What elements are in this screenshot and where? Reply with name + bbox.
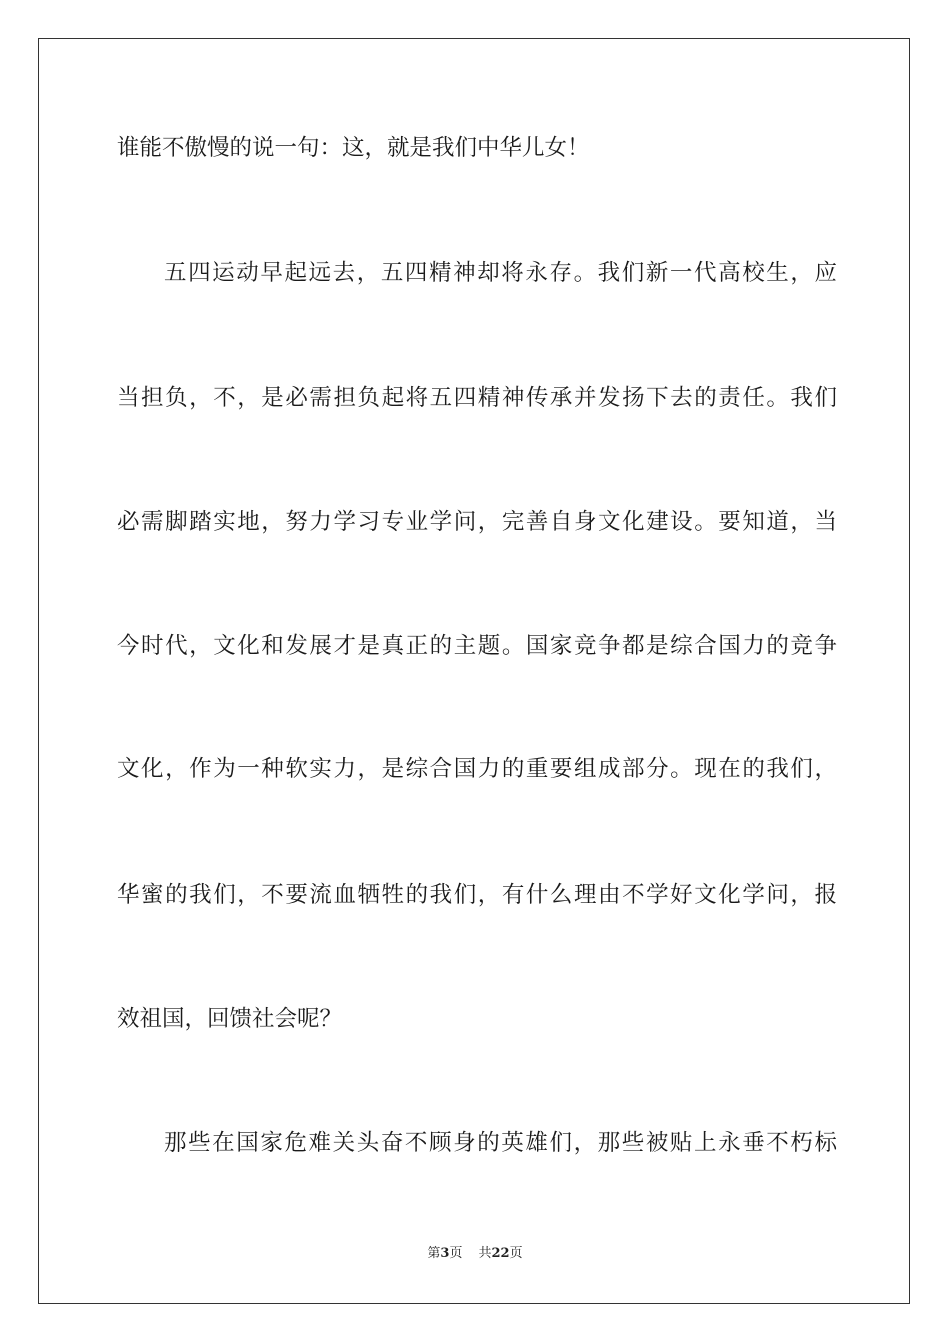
page-suffix: 页: [449, 1246, 463, 1261]
body-line-2: 五四运动早起远去，五四精神却将永存。我们新一代高校生，应: [164, 260, 837, 286]
body-line-7: 华蜜的我们，不要流血牺牲的我们，有什么理由不学好文化学问，报: [117, 882, 837, 908]
body-line-6: 文化，作为一种软实力，是综合国力的重要组成部分。现在的我们，: [117, 756, 837, 782]
total-suffix: 页: [509, 1246, 523, 1261]
page-prefix: 第: [427, 1246, 441, 1261]
page-border: [38, 38, 910, 1304]
page-number: 3: [440, 1246, 450, 1261]
body-line-5: 今时代，文化和发展才是真正的主题。国家竞争都是综合国力的竞争: [117, 633, 837, 659]
body-line-8: 效祖国，回馈社会呢？: [117, 1006, 343, 1032]
body-line-4: 必需脚踏实地，努力学习专业学问，完善自身文化建设。要知道，当: [117, 509, 837, 535]
total-prefix: 共: [478, 1246, 492, 1261]
body-line-3: 当担负，不，是必需担负起将五四精神传承并发扬下去的责任。我们: [117, 385, 837, 411]
page-footer: [0, 1245, 950, 1263]
body-line-9: 那些在国家危难关头奋不顾身的英雄们，那些被贴上永垂不朽标: [164, 1130, 837, 1156]
body-line-1: 谁能不傲慢的说一句：这，就是我们中华儿女！: [117, 135, 590, 161]
total-pages: 22: [491, 1246, 510, 1261]
